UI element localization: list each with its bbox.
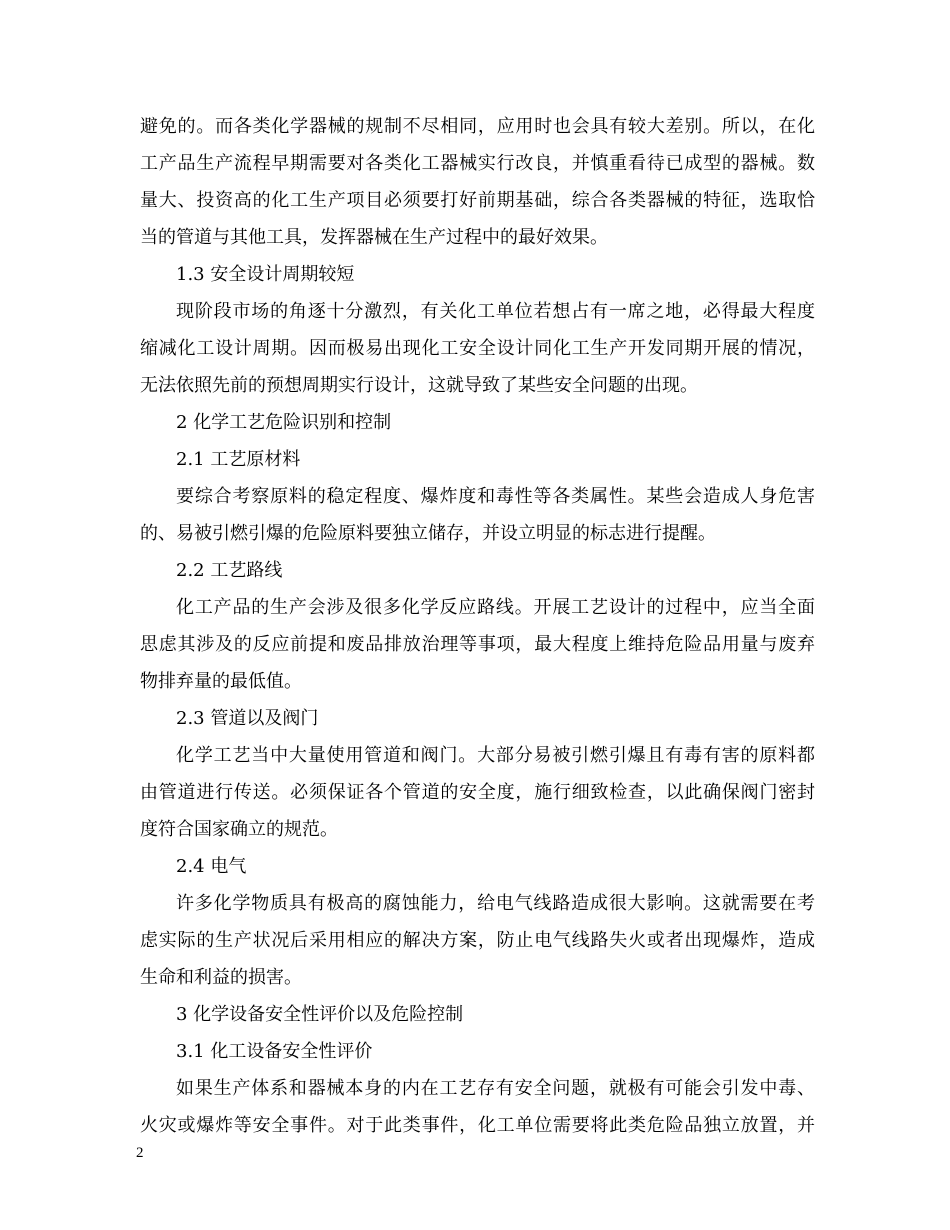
section-heading: 3.1 化工设备安全性评价 <box>176 1041 373 1062</box>
paragraph-first-line: 现阶段市场的角逐十分激烈，有关化工单位若想占有一席之地，必得最大程度 <box>176 301 815 322</box>
paragraph-line: 思虑其涉及的反应前提和废品排放治理等事项，最大程度上维持危险品用量与废弃 <box>140 634 815 655</box>
paragraph-line: 虑实际的生产状况后采用相应的解决方案，防止电气线路失火或者出现爆炸，造成 <box>140 930 815 951</box>
paragraph-last-line: 无法依照先前的预想周期实行设计，这就导致了某些安全问题的出现。 <box>140 375 698 396</box>
section-heading: 3 化学设备安全性评价以及危险控制 <box>176 1004 464 1025</box>
paragraph-last-line: 当的管道与其他工具，发挥器械在生产过程中的最好效果。 <box>140 227 608 248</box>
section-heading: 2.3 管道以及阀门 <box>176 708 319 729</box>
page-body-text <box>140 108 815 1144</box>
section-heading: 2.1 工艺原材料 <box>176 449 301 470</box>
paragraph-line: 量大、投资高的化工生产项目必须要打好前期基础，综合各类器械的特征，选取恰 <box>140 190 815 211</box>
section-heading: 2.2 工艺路线 <box>176 560 283 581</box>
paragraph-last-line: 的、易被引燃引爆的危险原料要独立储存，并设立明显的标志进行提醒。 <box>140 523 716 544</box>
paragraph-last-line: 物排弃量的最低值。 <box>140 671 302 692</box>
paragraph-first-line: 许多化学物质具有极高的腐蚀能力，给电气线路造成很大影响。这就需要在考 <box>176 893 815 914</box>
paragraph-line: 缩减化工设计周期。因而极易出现化工安全设计同化工生产开发同期开展的情况， <box>140 338 815 359</box>
paragraph-first-line: 要综合考察原料的稳定程度、爆炸度和毒性等各类属性。某些会造成人身危害 <box>176 486 815 507</box>
paragraph-first-line: 化学工艺当中大量使用管道和阀门。大部分易被引燃引爆且有毒有害的原料都 <box>176 745 815 766</box>
section-heading: 2 化学工艺危险识别和控制 <box>176 412 392 433</box>
section-heading: 1.3 安全设计周期较短 <box>176 264 355 285</box>
paragraph-line: 避免的。而各类化学器械的规制不尽相同，应用时也会具有较大差别。所以，在化 <box>140 116 815 137</box>
section-heading: 2.4 电气 <box>176 856 247 877</box>
paragraph-line: 工产品生产流程早期需要对各类化工器械实行改良，并慎重看待已成型的器械。数 <box>140 153 815 174</box>
paragraph-last-line: 度符合国家确立的规范。 <box>140 819 338 840</box>
paragraph-first-line: 如果生产体系和器械本身的内在工艺存有安全问题，就极有可能会引发中毒、 <box>176 1078 815 1099</box>
paragraph-last-line: 生命和利益的损害。 <box>140 967 302 988</box>
paragraph-line: 火灾或爆炸等安全事件。对于此类事件，化工单位需要将此类危险品独立放置，并 <box>140 1115 815 1136</box>
paragraph-first-line: 化工产品的生产会涉及很多化学反应路线。开展工艺设计的过程中，应当全面 <box>176 597 815 618</box>
paragraph-line: 由管道进行传送。必须保证各个管道的安全度，施行细致检查，以此确保阀门密封 <box>140 782 815 803</box>
page-number: 2 <box>136 1145 144 1161</box>
